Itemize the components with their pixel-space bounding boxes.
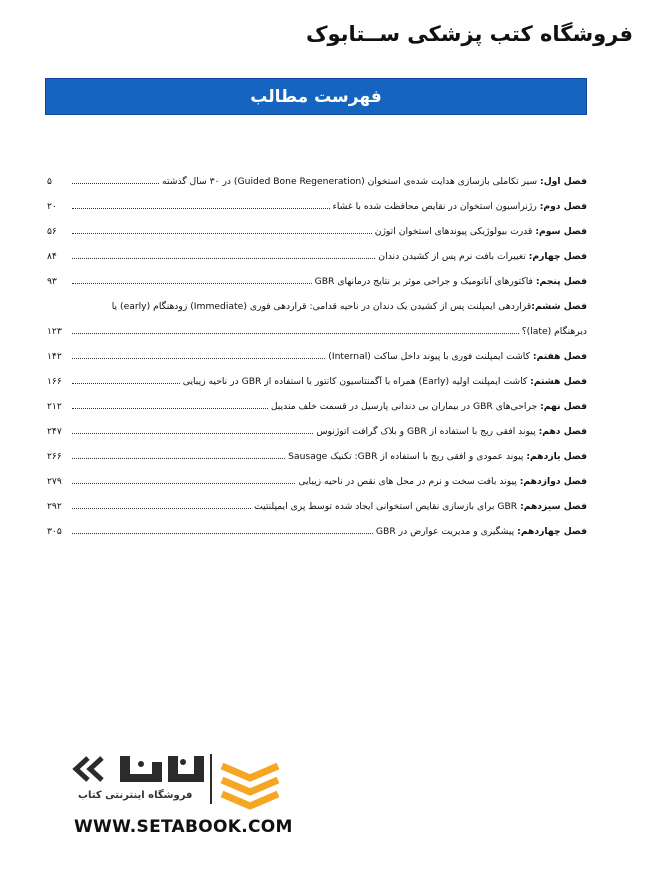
toc-entry-label: فصل چهاردهم:: [517, 526, 587, 537]
toc-entry-label: فصل سوم:: [535, 226, 587, 237]
toc-entry-title: تغییرات بافت نرم پس از کشیدن دندان: [378, 251, 526, 262]
toc-entry-label: فصل سیزدهم:: [520, 501, 587, 512]
dot-leader: [72, 408, 268, 409]
setabook-logo-icon: [60, 748, 290, 818]
toc-entry-title: جراحی‌های GBR در بیماران بی دندانی پارسیل در قسمت خلف مندیبل: [270, 401, 538, 412]
toc-entry[interactable]: [47, 512, 587, 537]
toc-entry-label: فصل هفتم:: [532, 351, 587, 362]
toc-entry[interactable]: [47, 237, 587, 262]
toc-entry-label: فصل هشتم:: [530, 376, 587, 387]
toc-entry-title: پیشگیری و مدیریت عوارض در GBR: [375, 526, 515, 537]
toc-entry[interactable]: [47, 437, 587, 462]
toc-entry-title-continued: دیرهنگام (late)؟: [521, 326, 587, 337]
toc-entry-title: پیوند عمودی و افقی ریج با استفاده از GBR: تکنیک Sausage: [288, 451, 524, 462]
toc-entry-title: پیوند بافت سخت و نرم در محل های نقص در ناحیه زیبایی: [298, 476, 517, 487]
dot-leader: [72, 233, 372, 234]
toc-entry[interactable]: [47, 187, 587, 212]
dot-leader: [72, 258, 375, 259]
toc-entry-title: GBR برای بازسازی نقایص استخوانی ایجاد شده توسط پری ایمپلنتیت: [254, 501, 518, 512]
toc-entry-page: ۲۹۲: [47, 501, 62, 512]
toc-entry-label: فصل اول:: [540, 176, 587, 187]
dot-leader: [72, 358, 325, 359]
toc-entry[interactable]: [47, 287, 587, 337]
toc-entry[interactable]: [47, 262, 587, 287]
dot-leader: [72, 208, 330, 209]
toc-entry-page: ۹۳: [47, 276, 57, 287]
dot-leader: [72, 533, 373, 534]
toc-entry-label: فصل دهم:: [538, 426, 587, 437]
toc-entry-label: فصل پنجم:: [535, 276, 587, 287]
toc-entry-label: فصل نهم:: [540, 401, 587, 412]
toc-entry-label: فصل چهارم:: [528, 251, 587, 262]
toc-entry-page: ۲۶۶: [47, 451, 62, 462]
toc-entry-page: ۱۲۳: [47, 326, 62, 337]
dot-leader: [72, 183, 159, 184]
table-of-contents: [47, 162, 587, 537]
dot-leader: [72, 283, 312, 284]
toc-entry-title: قراردهی ایمپلنت پس از کشیدن یک دندان در ناحیه قدامی: قراردهی فوری (Immediate) زودهنگام (early) یا: [111, 301, 532, 312]
toc-entry-label: فصل دوازدهم:: [519, 476, 587, 487]
store-title: فروشگاه کتب پزشکی ســتابوک: [305, 22, 633, 46]
toc-entry[interactable]: [47, 487, 587, 512]
dot-leader: [72, 433, 313, 434]
toc-entry-title: فاکتورهای آناتومیک و جراحی موثر بر نتایج درمانهای GBR: [314, 276, 533, 287]
toc-entry-page: ۸۴: [47, 251, 57, 262]
toc-entry-page: ۲۰: [47, 201, 57, 212]
toc-heading-banner: [45, 78, 587, 115]
setabook-logo: [60, 748, 290, 818]
toc-entry-title: پیوند افقی ریج با استفاده از GBR و بلاک گرافت اتوژنوس: [316, 426, 536, 437]
logo-subtitle: فروشگاه اینترنتی کتاب: [78, 790, 193, 801]
toc-entry-page: ۳۰۵: [47, 526, 62, 537]
dot-leader: [72, 458, 285, 459]
website-url[interactable]: WWW.SETABOOK.COM: [74, 817, 293, 837]
toc-entry-page: ۲۷۹: [47, 476, 62, 487]
toc-entry-label: فصل ششم:: [531, 301, 587, 312]
toc-entry-label: فصل دوم:: [539, 201, 587, 212]
toc-entry-page: ۱۶۶: [47, 376, 62, 387]
dot-leader: [72, 508, 251, 509]
toc-entry[interactable]: [47, 462, 587, 487]
toc-entry[interactable]: [47, 362, 587, 387]
toc-entry-title: قدرت بیولوژیکی پیوندهای استخوان اتوژن: [374, 226, 533, 237]
toc-entry[interactable]: [47, 162, 587, 187]
toc-entry[interactable]: [47, 212, 587, 237]
dot-leader: [72, 333, 519, 334]
dot-leader: [72, 483, 295, 484]
toc-entry-page: ۵۶: [47, 226, 57, 237]
toc-heading: فهرست مطالب: [250, 86, 382, 107]
toc-entry-page: ۱۴۲: [47, 351, 62, 362]
toc-entry-title: کاشت ایمپلنت فوری با پیوند داخل ساکت (Internal): [328, 351, 530, 362]
toc-entry-title: کاشت ایمپلنت اولیه (Early) همراه با آگمنتاسیون کانتور با استفاده از GBR در ناحیه زیبایی: [182, 376, 528, 387]
dot-leader: [72, 383, 180, 384]
toc-entry[interactable]: [47, 387, 587, 412]
toc-entry[interactable]: [47, 337, 587, 362]
toc-entry-page: ۲۴۷: [47, 426, 62, 437]
toc-entry[interactable]: [47, 412, 587, 437]
toc-entry-title: رژنراسیون استخوان در نقایص محافظت شده با غشاء: [332, 201, 537, 212]
toc-entry-page: ۲۱۲: [47, 401, 62, 412]
toc-entry-page: ۵: [47, 176, 52, 187]
toc-entry-title: سیر تکاملی بازسازی هدایت شده‌ی استخوان (Guided Bone Regeneration) در ۳۰ سال گذشته: [162, 176, 538, 187]
toc-entry-label: فصل یازدهم:: [526, 451, 587, 462]
